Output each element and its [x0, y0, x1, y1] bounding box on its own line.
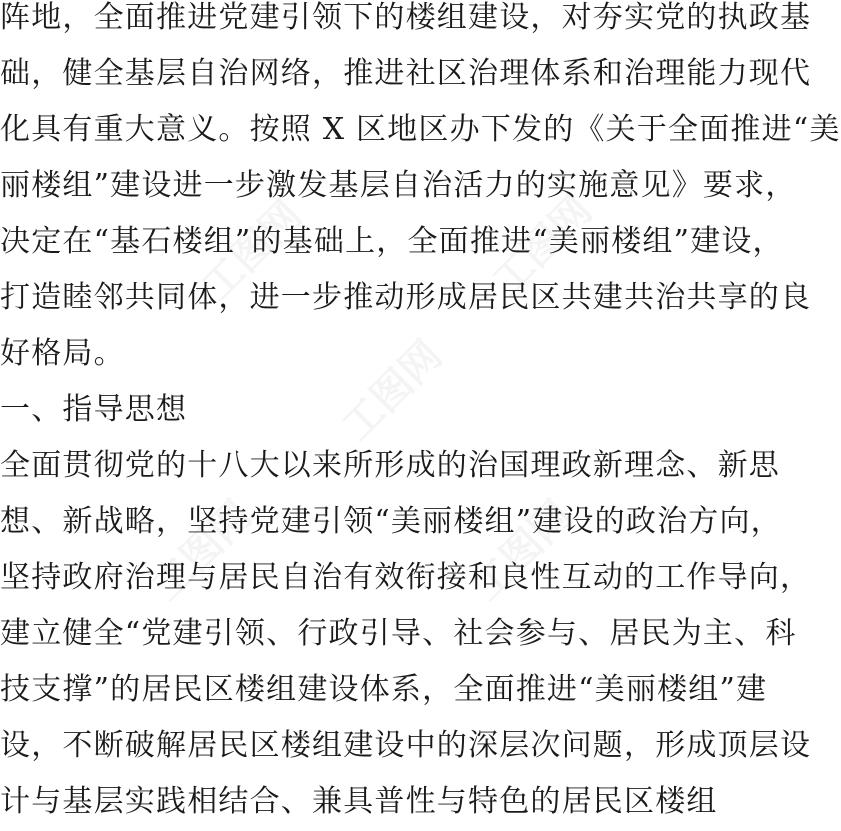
text-line: 丽楼组”建设进一步激发基层自治活力的实施意见》要求，: [0, 168, 797, 203]
watermark: 工图网: [143, 492, 262, 610]
text-line: 设，不断破解居民区楼组建设中的深层次问题，形成顶层设: [0, 728, 812, 763]
text-line: 想、新战略，坚持党建引领“美丽楼组”建设的政治方向，: [0, 504, 782, 539]
watermark: 工图网: [483, 187, 602, 305]
text-line: 计与基层实践相结合、兼具普性与特色的居民区楼组: [0, 784, 718, 819]
text-line: 技支撑”的居民区楼组建设体系，全面推进“美丽楼组”建: [0, 672, 768, 707]
text-line: 础，健全基层自治网络，推进社区治理体系和治理能力现代: [0, 56, 812, 91]
text-line: 全面贯彻党的十八大以来所形成的治国理政新理念、新思: [0, 448, 780, 483]
text-line: 化具有重大意义。按照 X 区地区办下发的《关于全面推进“美: [0, 112, 841, 147]
text-line: 决定在“基石楼组”的基础上，全面推进“美丽楼组”建设，: [0, 224, 784, 259]
text-line: 打造睦邻共同体，进一步推动形成居民区共建共治共享的良: [0, 280, 812, 315]
section-heading: 一、指导思想: [0, 392, 188, 427]
watermark: 工图网: [193, 192, 312, 310]
watermark: 工图网: [333, 332, 452, 450]
text-line: 坚持政府治理与居民自治有效衔接和良性互动的工作导向，: [0, 560, 812, 595]
text-line: 好格局。: [0, 336, 125, 371]
watermark: 工图网: [463, 492, 582, 610]
text-line: 阵地，全面推进党建引领下的楼组建设，对夯实党的执政基: [0, 0, 812, 35]
text-line: 建立健全“党建引领、行政引导、社会参与、居民为主、科: [0, 616, 797, 651]
